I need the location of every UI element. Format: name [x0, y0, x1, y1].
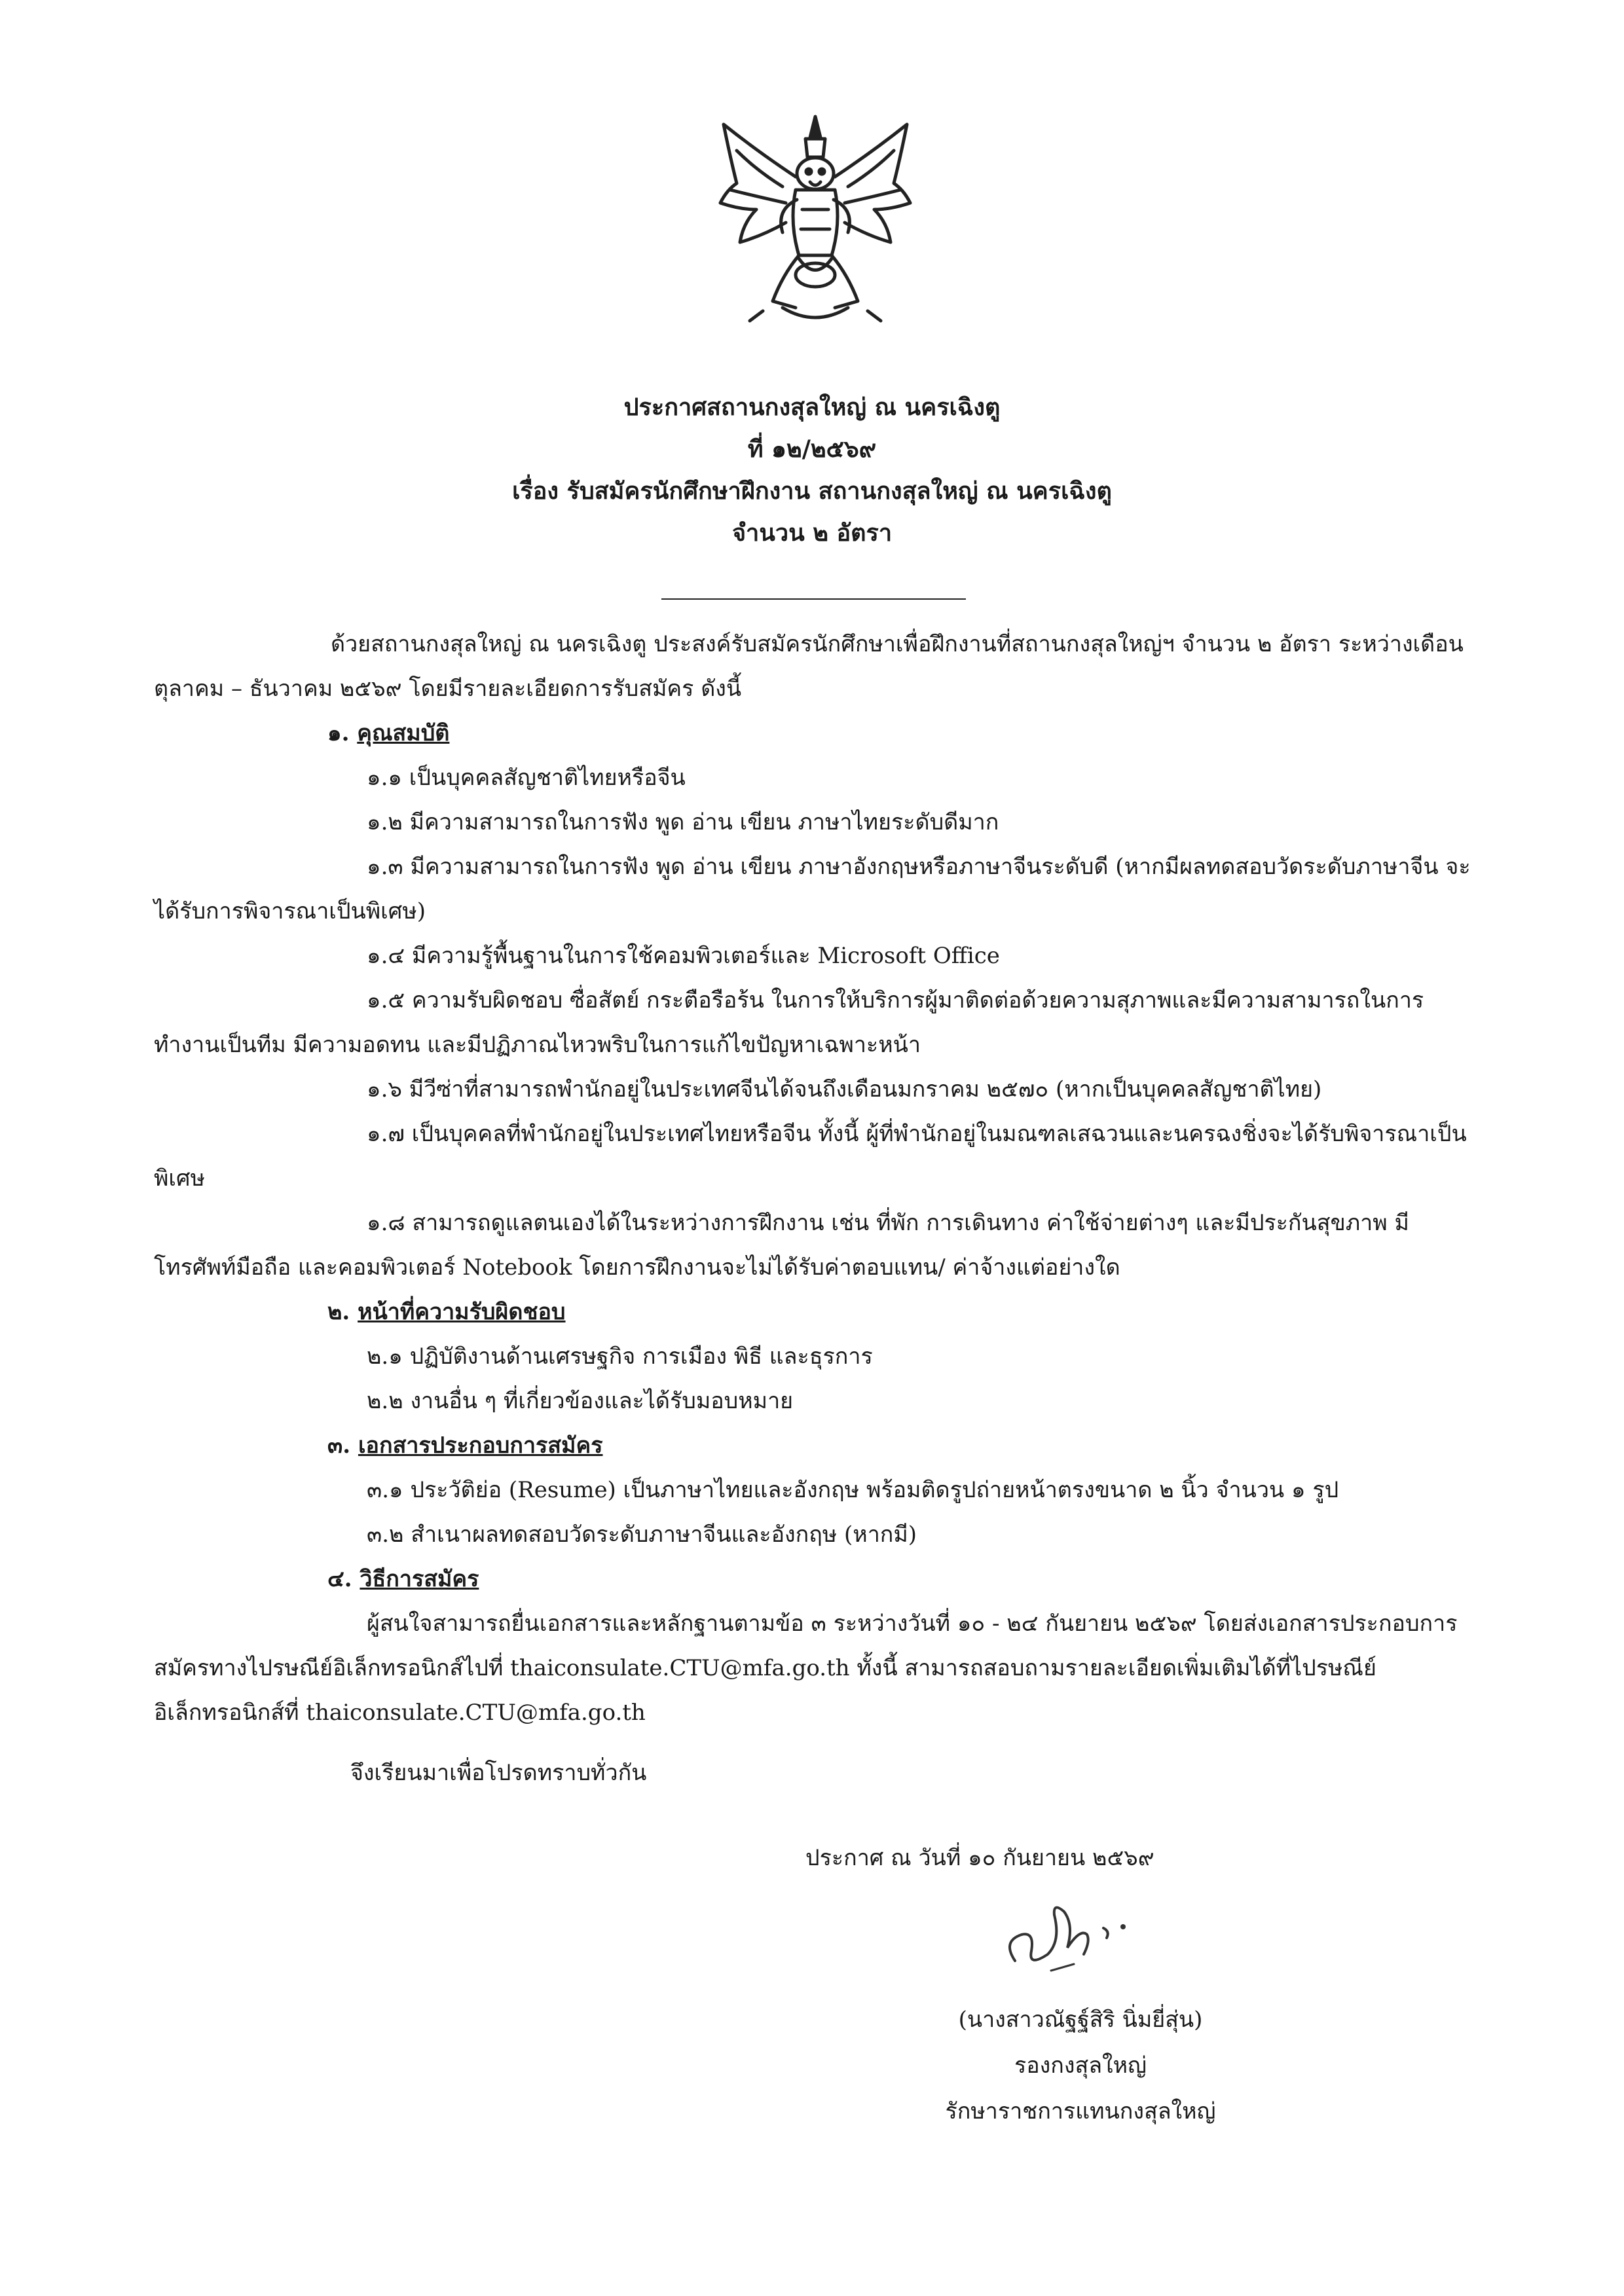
list-item: ผู้สนใจสามารถยื่นเอกสารและหลักฐานตามข้อ ๓ ระหว่างวันที่ ๑๐ - ๒๔ กันยายน ๒๕๖๙ โดยส่งเอกสารประกอบการสมัครทางไปรษณีย์อิเล็กทรอนิกส์ไปที่ thaiconsulate.CTU@mfa.go.th ทั้งนี้ สามารถสอบถามรายละเอียดเพิ่มเติมได้ที่ไปรษณีย์อิเล็กทรอนิกส์ที่ thaiconsulate.CTU@mfa.go.th [154, 1611, 1458, 1726]
announcement-header [196, 386, 1428, 554]
signatory-acting-position: รักษาราชการแทนกงสุลใหญ่ [945, 2098, 1216, 2124]
announcement-date: ประกาศ ณ วันที่ ๑๐ กันยายน ๒๕๖๙ [805, 1845, 1154, 1871]
list-item: ๑.๕ ความรับผิดชอบ ซื่อสัตย์ กระตือรือร้น ในการให้บริการผู้มาติดต่อด้วยความสุภาพและมีความสามารถในการทำงานเป็นทีม มีความอดทน และมีปฏิภาณไหวพริบในการแก้ไขปัญหาเฉพาะหน้า [154, 987, 1424, 1058]
header-divider [661, 598, 966, 600]
list-item: ๑.๔ มีความรู้พื้นฐานในการใช้คอมพิวเตอร์และ Microsoft Office [367, 943, 1000, 969]
section-title: คุณสมบัติ [357, 720, 450, 746]
section-number: ๒. [327, 1299, 350, 1325]
closing-line: จึงเรียนมาเพื่อโปรดทราบทั่วกัน [350, 1760, 647, 1786]
section-qualifications-heading [154, 711, 1483, 756]
list-item: ๑.๑ เป็นบุคคลสัญชาติไทยหรือจีน [367, 765, 686, 791]
header-number: ที่ ๑๒/๒๕๖๙ [747, 435, 877, 463]
section-number: ๑. [327, 720, 350, 746]
header-quota: จำนวน ๒ อัตรา [731, 519, 893, 547]
list-item: ๒.๒ งานอื่น ๆ ที่เกี่ยวข้องและได้รับมอบหมาย [367, 1388, 794, 1414]
section-title: หน้าที่ความรับผิดชอบ [358, 1299, 566, 1325]
header-title: ประกาศสถานกงสุลใหญ่ ณ นครเฉิงตู [623, 393, 1001, 421]
section-number: ๓. [327, 1432, 351, 1459]
list-item: ๑.๓ มีความสามารถในการฟัง พูด อ่าน เขียน ภาษาอังกฤษหรือภาษาจีนระดับดี (หากมีผลทดสอบวัดระดับภาษาจีน จะได้รับการพิจารณาเป็นพิเศษ) [154, 854, 1471, 924]
signature-icon [989, 1889, 1159, 1987]
section-documents-heading [154, 1423, 1483, 1468]
list-item: ๑.๘ สามารถดูแลตนเองได้ในระหว่างการฝึกงาน เช่น ที่พัก การเดินทาง ค่าใช้จ่ายต่างๆ และมีประกันสุขภาพ มีโทรศัพท์มือถือ และคอมพิวเตอร์ Notebook โดยการฝึกงานจะไม่ได้รับค่าตอบแทน/ ค่าจ้างแต่อย่างใด [154, 1210, 1409, 1281]
signatory-position: รองกงสุลใหญ่ [1014, 2052, 1147, 2079]
header-subject: เรื่อง รับสมัครนักศึกษาฝึกงาน สถานกงสุลใหญ่ ณ นครเฉิงตู [512, 477, 1112, 505]
section-responsibilities-heading [154, 1290, 1483, 1334]
list-item: ๑.๗ เป็นบุคคลที่พำนักอยู่ในประเทศไทยหรือจีน ทั้งนี้ ผู้ที่พำนักอยู่ในมณฑลเสฉวนและนครฉงชิ่งจะได้รับพิจารณาเป็นพิเศษ [154, 1121, 1467, 1192]
section-title: วิธีการสมัคร [360, 1566, 479, 1592]
announcement-body [154, 622, 1483, 1735]
list-item: ๒.๑ ปฏิบัติงานด้านเศรษฐกิจ การเมือง พิธี และธุรการ [367, 1343, 873, 1370]
list-item: ๓.๑ ประวัติย่อ (Resume) เป็นภาษาไทยและอังกฤษ พร้อมติดรูปถ่ายหน้าตรงขนาด ๒ นิ้ว จำนวน ๑ รูป [367, 1477, 1339, 1503]
section-application-heading [154, 1557, 1483, 1601]
list-item: ๑.๖ มีวีซ่าที่สามารถพำนักอยู่ในประเทศจีนได้จนถึงเดือนมกราคม ๒๕๗๐ (หากเป็นบุคคลสัญชาติไทย) [367, 1076, 1322, 1102]
list-item: ๑.๒ มีความสามารถในการฟัง พูด อ่าน เขียน ภาษาไทยระดับดีมาก [367, 809, 999, 835]
list-item: ๓.๒ สำเนาผลทดสอบวัดระดับภาษาจีนและอังกฤษ (หากมี) [367, 1522, 917, 1548]
intro-paragraph: ด้วยสถานกงสุลใหญ่ ณ นครเฉิงตู ประสงค์รับสมัครนักศึกษาเพื่อฝึกงานที่สถานกงสุลใหญ่ฯ จำนวน ๒ อัตรา ระหว่างเดือนตุลาคม – ธันวาคม ๒๕๖๙ โดยมีรายละเอียดการรับสมัคร ดังนี้ [154, 631, 1464, 702]
garuda-emblem-icon [710, 111, 920, 327]
section-title: เอกสารประกอบการสมัคร [358, 1432, 603, 1459]
section-number: ๔. [327, 1566, 352, 1592]
signature-block [786, 1997, 1375, 2134]
signatory-name: (นางสาวณัฐฐ์สิริ นิ่มยี่สุ่น) [958, 2007, 1203, 2033]
